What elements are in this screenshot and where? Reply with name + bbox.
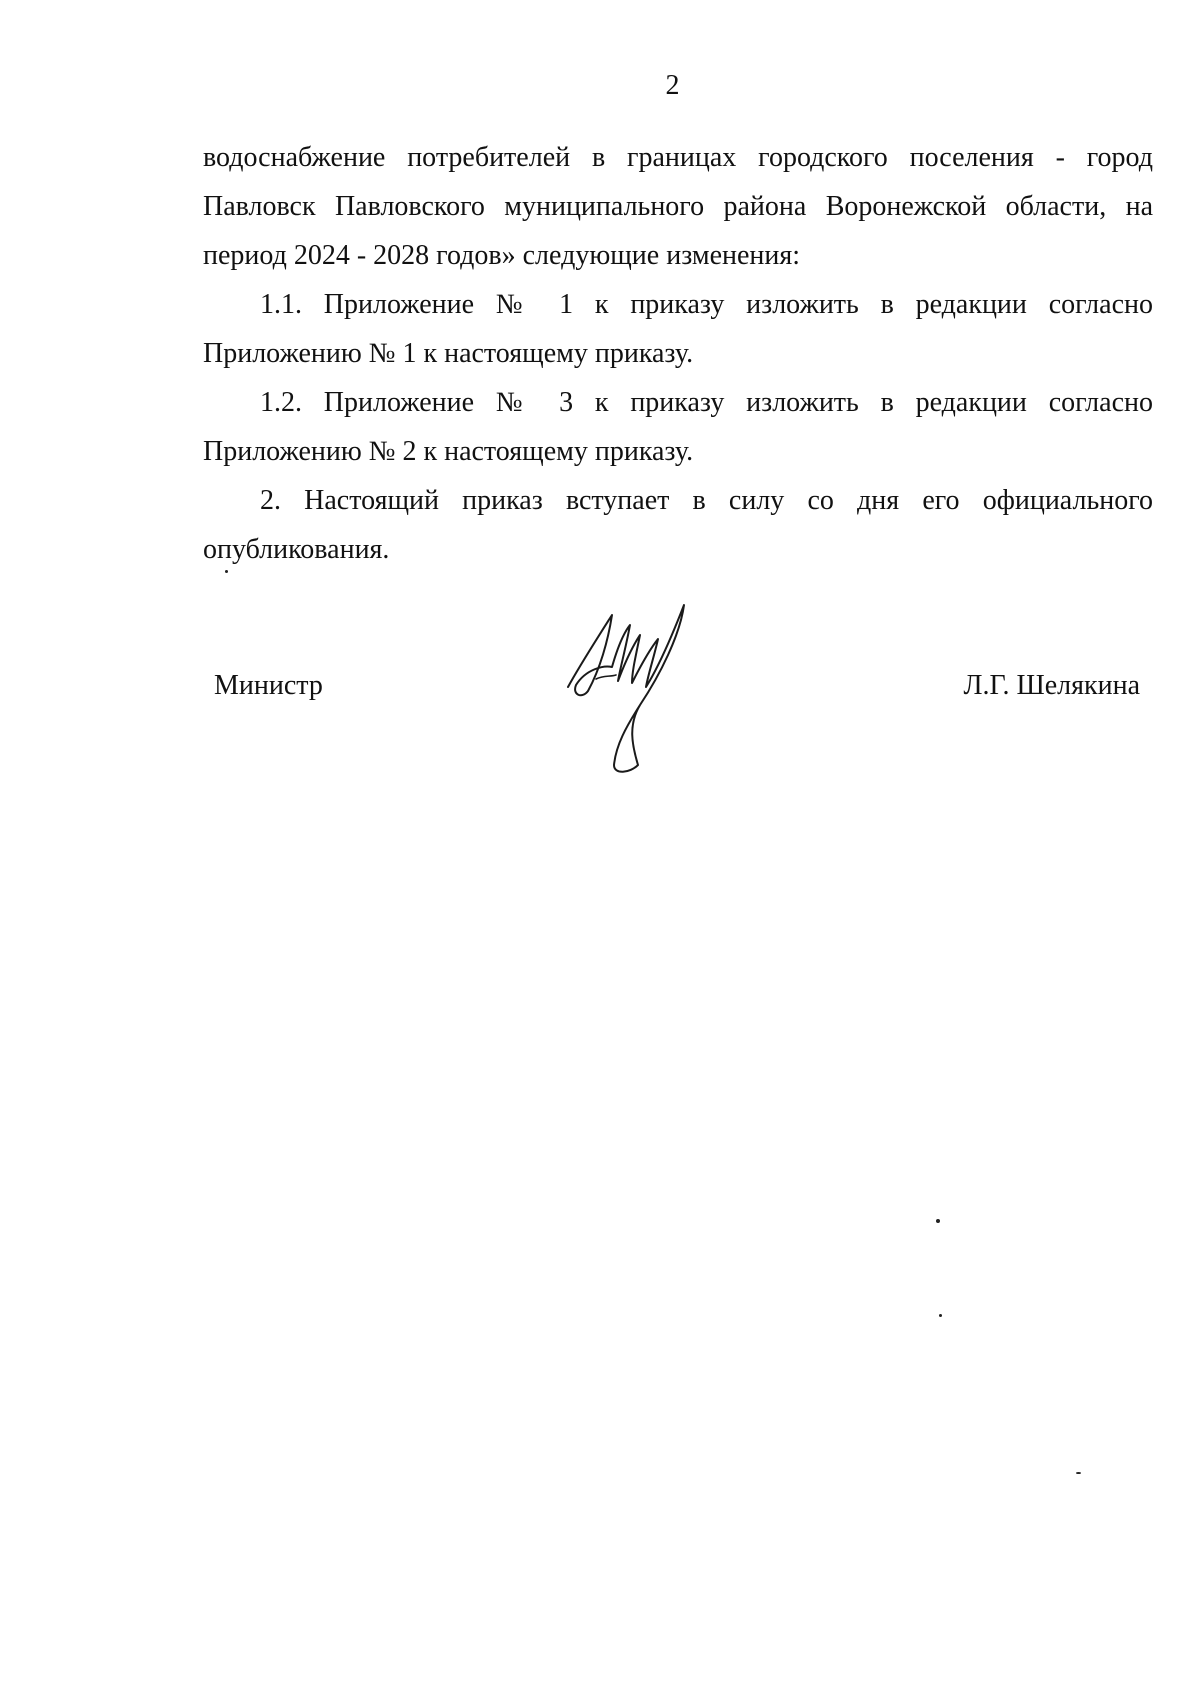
paragraph-continuation: водоснабжение потребителей в границах городского поселения - город Павловск Павловского муниципального района Воронежской области, на период 2024 - 2028 годов» следующие изменения: — [203, 142, 1153, 271]
signer-position: Министр — [214, 670, 323, 701]
paragraph-item-2: 2. Настоящий приказ вступает в силу со дня его официального опубликования. — [203, 485, 1153, 565]
scan-speck — [225, 570, 228, 573]
page-number: 2 — [665, 70, 680, 101]
paragraph-item-1-1: 1.1. Приложение № 1 к приказу изложить в редакции согласно Приложению № 1 к настоящему приказу. — [203, 289, 1153, 369]
paragraph-item-1-2: 1.2. Приложение № 3 к приказу изложить в редакции согласно Приложению № 2 к настоящему приказу. — [203, 387, 1153, 467]
document-body — [203, 133, 1153, 574]
scan-speck — [936, 1219, 940, 1223]
signer-name: Л.Г. Шелякина — [963, 670, 1140, 701]
handwritten-signature — [560, 595, 700, 775]
scan-speck — [1076, 1472, 1081, 1474]
scan-speck — [939, 1314, 942, 1317]
